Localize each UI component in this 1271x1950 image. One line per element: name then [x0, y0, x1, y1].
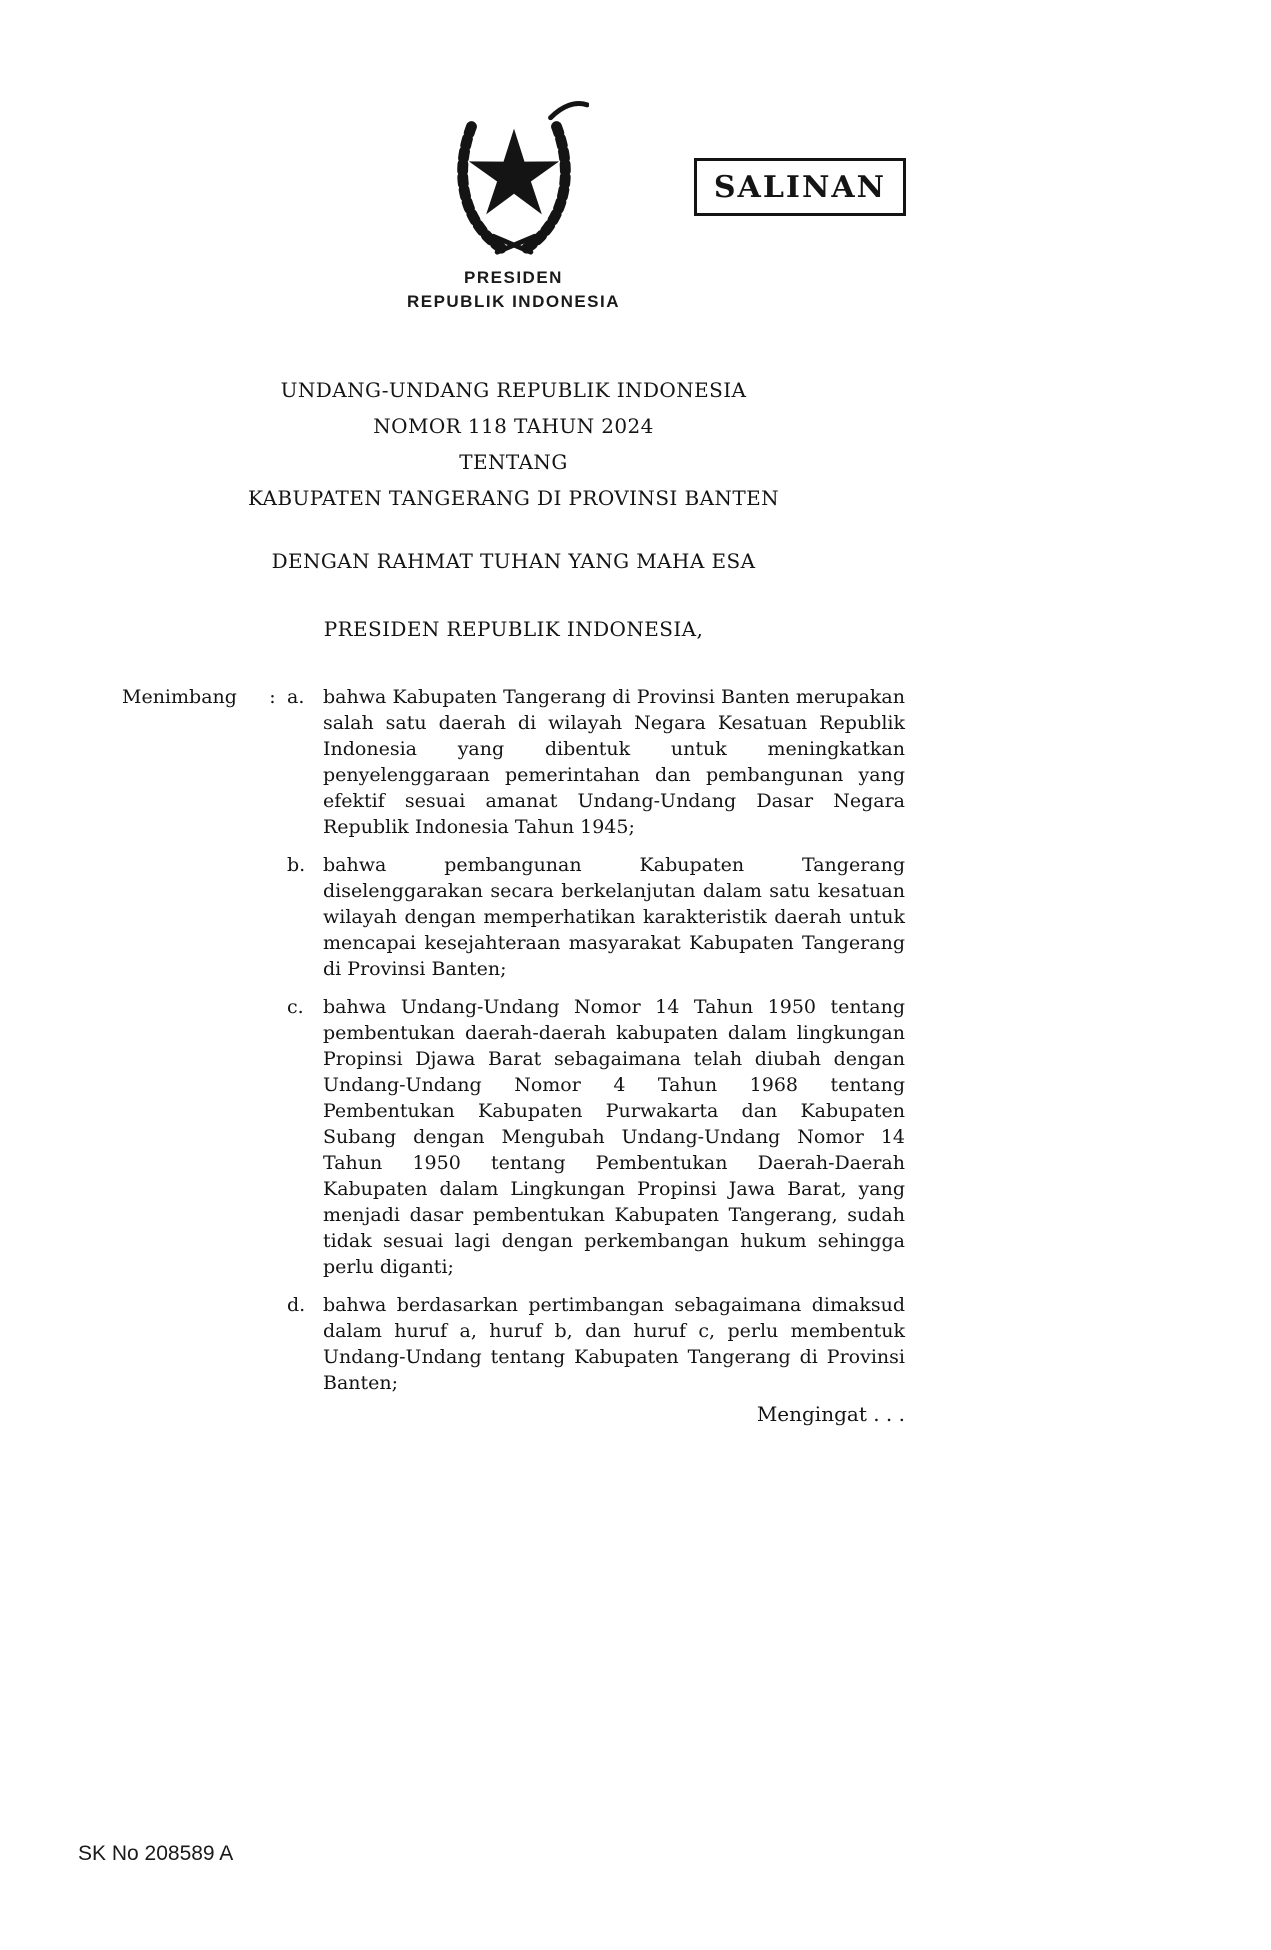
footer-serial-code: SK No 208589 A — [78, 1842, 234, 1865]
presidential-emblem-icon — [439, 92, 589, 260]
law-title-tentang: TENTANG — [459, 450, 568, 474]
law-title-number: NOMOR 118 TAHUN 2024 — [373, 414, 654, 438]
law-title-subject: KABUPATEN TANGERANG DI PROVINSI BANTEN — [248, 486, 779, 510]
law-title-block — [122, 372, 905, 516]
considering-item-a — [287, 684, 905, 840]
item-marker: c. — [287, 996, 304, 1018]
considering-item-d — [287, 1292, 905, 1396]
item-text: bahwa Kabupaten Tangerang di Provinsi Banten merupakan salah satu daerah di wilayah Negara Kesatuan Republik Indonesia yang dibentuk untuk meningkatkan penyelenggaraan pemerintahan dan pembangunan yang efektif sesuai amanat Undang-Undang Dasar Negara Republik Indonesia Tahun 1945; — [323, 686, 905, 838]
considering-items — [287, 684, 905, 1396]
salinan-stamp — [694, 158, 906, 216]
letterhead-line-republik-indonesia: REPUBLIK INDONESIA — [406, 292, 621, 311]
continuation-catchword: Mengingat . . . — [756, 1402, 905, 1426]
considering-colon: : — [269, 686, 276, 708]
considering-item-b — [287, 852, 905, 982]
item-marker: d. — [287, 1294, 306, 1316]
considering-item-c — [287, 994, 905, 1280]
law-title-line1: UNDANG-UNDANG REPUBLIK INDONESIA — [280, 378, 747, 402]
salinan-stamp-label: SALINAN — [713, 169, 887, 205]
item-marker: b. — [287, 854, 306, 876]
item-text: bahwa pembangunan Kabupaten Tangerang diselenggarakan secara berkelanjutan dalam satu kesatuan wilayah dengan memperhatikan karakteristik daerah untuk mencapai kesejahteraan masyarakat Kabupaten Tangerang di Provinsi Banten; — [323, 854, 905, 980]
considering-section — [122, 684, 905, 1396]
item-marker: a. — [287, 686, 305, 708]
invocation-line: DENGAN RAHMAT TUHAN YANG MAHA ESA — [271, 549, 756, 573]
authority-line: PRESIDEN REPUBLIK INDONESIA, — [323, 617, 704, 641]
item-text: bahwa Undang-Undang Nomor 14 Tahun 1950 tentang pembentukan daerah-daerah kabupaten dalam lingkungan Propinsi Djawa Barat sebagaimana telah diubah dengan Undang-Undang Nomor 4 Tahun 1968 tentang Pembentukan Kabupaten Purwakarta dan Kabupaten Subang dengan Mengubah Undang-Undang Nomor 14 Tahun 1950 tentang Pembentukan Daerah-Daerah Kabupaten dalam Lingkungan Propinsi Jawa Barat, yang menjadi dasar pembentukan Kabupaten Tangerang, sudah tidak sesuai lagi dengan perkembangan hukum sehingga perlu diganti; — [323, 996, 905, 1278]
letterhead-line-presiden: PRESIDEN — [464, 268, 563, 287]
considering-label: Menimbang — [122, 686, 237, 708]
item-text: bahwa berdasarkan pertimbangan sebagaimana dimaksud dalam huruf a, huruf b, dan huruf c, perlu membentuk Undang-Undang tentang Kabupaten Tangerang di Provinsi Banten; — [323, 1294, 905, 1394]
